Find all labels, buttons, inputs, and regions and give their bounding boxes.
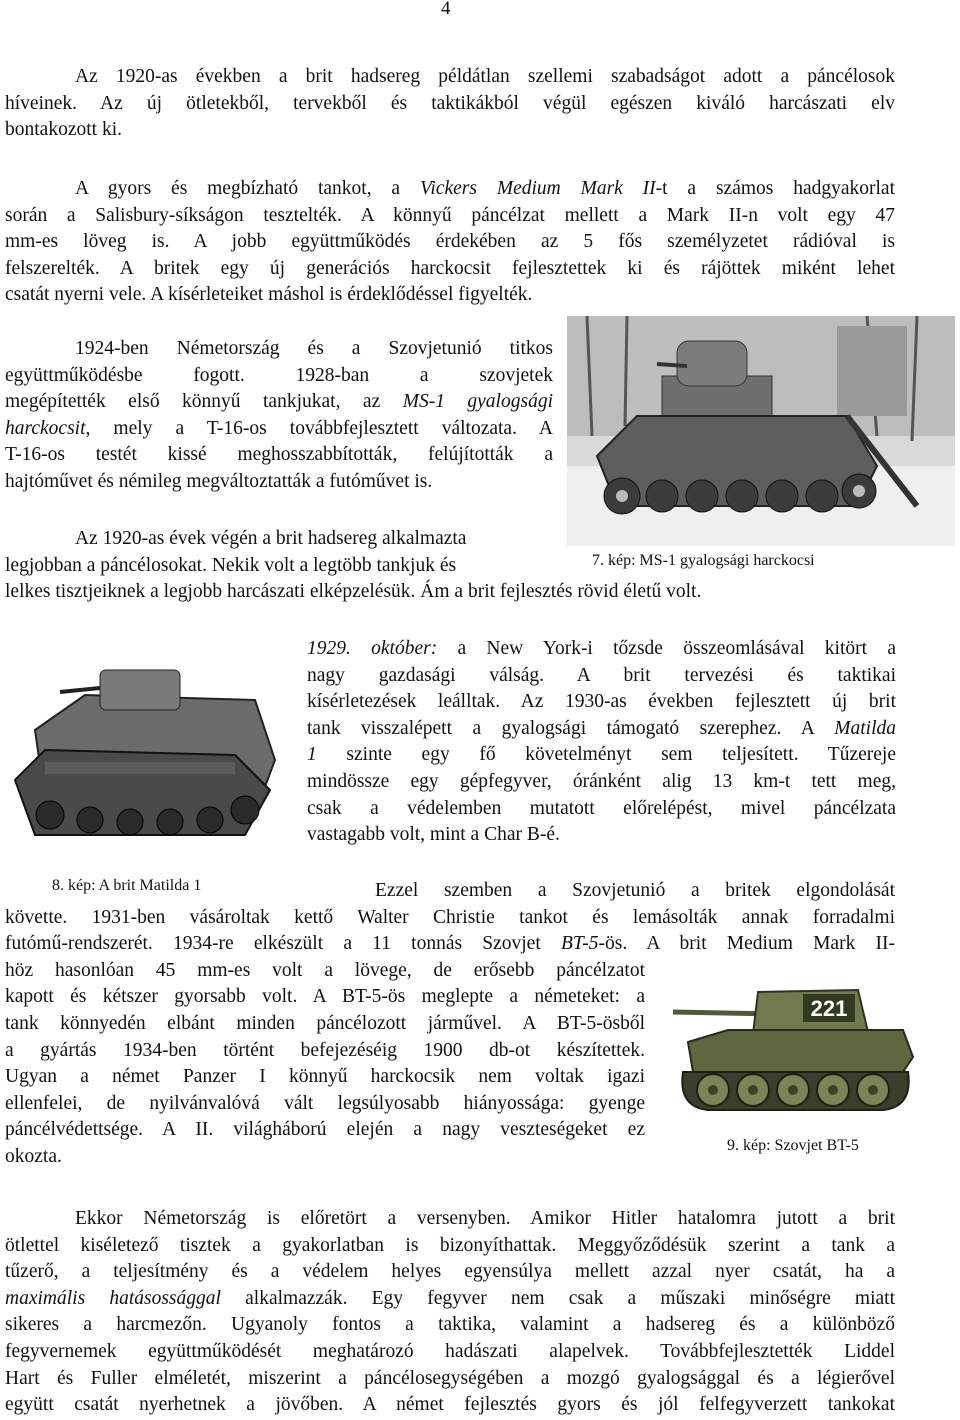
text-segment: futómű-rendszerét. 1934-re elkészült a 11 tonnás Szovjet (5, 933, 561, 955)
text-line (5, 416, 553, 443)
text-line (307, 742, 896, 769)
text-line (307, 636, 896, 663)
figure-8-matilda-photo (5, 650, 290, 868)
paragraph-1 (5, 64, 895, 144)
paragraph-5 (307, 636, 896, 849)
text-segment: -ös. A brit Medium Mark II- (598, 933, 895, 955)
text-line (5, 176, 895, 203)
italic-term: MS-1 gyalogsági (402, 391, 553, 413)
italic-term: 1 (307, 744, 317, 766)
text-segment: A gyors és megbízható tankot, a (75, 178, 420, 199)
figure-7-ms1-photo (567, 316, 955, 546)
text-line: ellenfelei, de nyilvánvalóvá vált legsúlyosabb hiányossága: gyenge (5, 1092, 645, 1114)
italic-term: Vickers Medium Mark II (419, 178, 656, 199)
italic-date: 1929. október: (307, 638, 438, 659)
text-segment: , mely a T-16-os továbbfejlesztett változata. A (85, 417, 553, 439)
paragraph-3 (5, 336, 553, 496)
text-line: höz hasonlóan 45 mm-es volt a lövege, de erősebb páncélzatot (5, 959, 645, 981)
text-line: Ugyan a német Panzer I könnyű harckocsik nem voltak igazi (5, 1066, 645, 1088)
text-line (307, 716, 896, 743)
text-line: a gyártás 1934-ben történt befejezéséig 1900 db-ot készítettek. (5, 1039, 645, 1061)
text-line: kapott és kétszer gyorsabb volt. A BT-5-ös meglepte a németeket: a (5, 986, 645, 1008)
matilda-tank-image (5, 650, 290, 868)
italic-term: BT-5 (560, 933, 599, 955)
text-line: T-16-os testét kissé meghosszabbították, felújították a (5, 444, 553, 466)
tank-number: 221 (810, 996, 848, 1021)
text-line: során a Salisbury-síkságon tesztelték. A könnyű páncélzat mellett a Mark II-n volt egy 47 (5, 204, 895, 226)
text-line: mindössze egy gépfegyver, óránként alig 13 km-t tett meg, (307, 770, 896, 792)
text-segment: alkalmazzák. Egy fegyver nem csak a műszaki minőségre miatt (220, 1287, 896, 1309)
italic-term: harckocsit (5, 417, 86, 439)
text-line: sikeres a harcmezőn. Ugyanoly fontos a taktika, valamint a hadsereg és a különböző (5, 1314, 895, 1336)
text-line: fegyvernemek együttműködését meghatározó hadászati alapelvek. Továbbfejlesztették Liddel (5, 1340, 895, 1362)
text-line: bontakozott ki. (5, 119, 122, 141)
figure-8-caption: 8. kép: A brit Matilda 1 (52, 877, 202, 894)
text-line: lelkes tisztjeiknek a legjobb harcászati elképzelésük. Ám a brit fejlesztés rövid életű volt. (5, 581, 702, 603)
text-line: követte. 1931-ben vásároltak kettő Walter Christie tankot és lemásolták annak forradalmi (5, 906, 895, 928)
text-line: kísérletezések leálltak. Az 1930-as években fejlesztett új brit (307, 691, 896, 713)
text-line: nagy gazdasági válság. A brit tervezési és taktikai (307, 664, 896, 686)
text-segment: tank visszalépett a gyalogsági támogató szerephez. A (307, 717, 835, 739)
text-line: Az 1920-as években a brit hadsereg példátlan szellemi szabadságot adott a páncélosok (75, 66, 895, 87)
paragraph-2 (5, 176, 895, 309)
text-line: vastagabb volt, mint a Char B-é. (307, 824, 560, 846)
text-segment: -t a számos hadgyakorlat (655, 178, 896, 199)
text-segment: megépítették első könnyű tankjukat, az (5, 391, 403, 413)
text-line: csatát nyerni vele. A kísérleteiket máshol is érdeklődéssel figyelték. (5, 284, 533, 306)
text-line: Hart és Fuller elméletét, miszerint a páncélosegységében a mozgó gyalogsággal és a légierővel (5, 1367, 895, 1389)
text-line: együttműködésbe fogott. 1928-ban a szovjetek (5, 364, 553, 386)
text-line: tank könnyedén elbánt minden páncélozott járművel. A BT-5-ösből (5, 1012, 645, 1034)
text-segment: szinte egy fő követelményt sem teljesített. Tűzereje (316, 744, 896, 766)
text-line: ötlettel kiséletező tisztek a gyakorlatban is bizonyíthattak. Meggyőződésük szerint a tank a (5, 1234, 895, 1256)
text-line: 1924-ben Németország és a Szovjetunió titkos (75, 338, 553, 359)
italic-term: Matilda (834, 717, 896, 739)
text-line: Ezzel szemben a Szovjetunió a britek elgondolását (375, 880, 895, 901)
text-line: együtt csatát nyerhetnek a jövőben. A német fejlesztés gyors és jól felfegyverzett tankokat (5, 1394, 895, 1416)
text-line: hajtóművet és némileg megváltoztatták a futóművet is. (5, 470, 433, 492)
text-line: híveinek. Az új ötletekből, tervekből és taktikákból végül egészen kiváló harcászati elv (5, 92, 895, 114)
figure-9-bt5-illustration (668, 972, 918, 1120)
text-line: Az 1920-as évek végén a brit hadsereg alkalmazta (75, 528, 467, 549)
text-line: felszerelték. A britek egy új generációs harckocsit fejlesztettek ki és rájöttek miként lehet (5, 257, 895, 279)
figure-9-caption: 9. kép: Szovjet BT-5 (727, 1137, 859, 1154)
page-number: 4 (441, 0, 451, 19)
text-line (5, 389, 553, 416)
text-line: páncélvédettsége. A II. világháború elején a nagy veszteségeket ez (5, 1119, 645, 1141)
figure-7-caption: 7. kép: MS-1 gyalogsági harckocsi (592, 552, 815, 569)
italic-term: maximális hatásossággal (5, 1287, 221, 1309)
text-line: tűzerő, a teljesítmény és a védelem helyes egyensúlya mellett azzal nyer csatát, ha a (5, 1261, 895, 1283)
text-line: legjobban a páncélosokat. Nekik volt a legtöbb tankjuk és (5, 554, 457, 576)
text-segment: a New York-i tőzsde összeomlásával kitört a (437, 638, 896, 659)
text-line: mm-es löveg is. A jobb együttműködés érdekében az 5 fős személyzetet rádióval is (5, 231, 895, 253)
text-line: csak a védelemben mutatott előrelépést, mivel páncélzata (307, 797, 896, 819)
text-line: okozta. (5, 1145, 62, 1167)
ms1-tank-image (567, 316, 955, 546)
text-line: Ekkor Németország is előretört a versenyben. Amikor Hitler hatalomra jutott a brit (75, 1208, 895, 1229)
text-line (5, 1286, 895, 1313)
paragraph-7 (5, 1206, 895, 1419)
bt5-tank-image (668, 972, 918, 1120)
text-line (5, 931, 895, 958)
